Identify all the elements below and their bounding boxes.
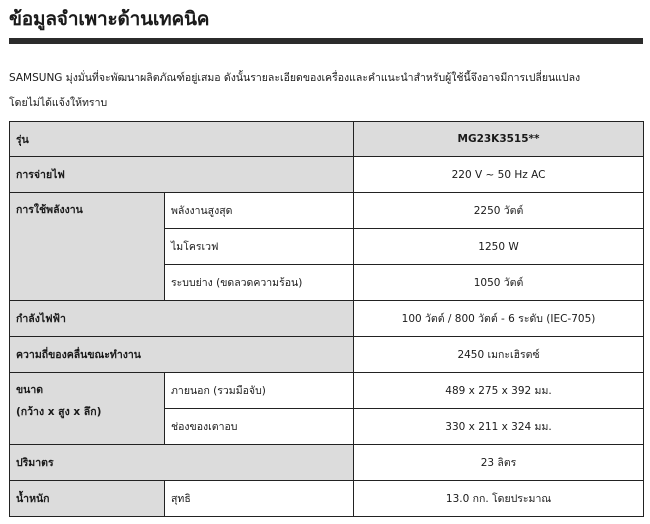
outside-label: ภายนอก (รวมมือจับ) [165,373,354,409]
intro-line-2: โดยไม่ได้แจ้งให้ทราบ [9,97,108,109]
frequency-value: 2450 เมกะเฮิรตซ์ [354,337,644,373]
net-value: 13.0 กก. โดยประมาณ [354,481,644,517]
grill-label: ระบบย่าง (ขดลวดความร้อน) [165,265,354,301]
microwave-label: ไมโครเวฟ [165,229,354,265]
volume-value: 23 ลิตร [354,445,644,481]
power-supply-value: 220 V ~ 50 Hz AC [354,157,644,193]
row-outside-dimensions [10,373,644,409]
frequency-label: ความถี่ของคลื่นขณะทำงาน [10,337,354,373]
row-model [10,122,644,157]
weight-label: น้ำหนัก [10,481,165,517]
spec-table [9,121,644,517]
row-frequency [10,337,644,373]
dimensions-label [10,373,165,445]
volume-label: ปริมาตร [10,445,354,481]
max-power-label: พลังงานสูงสุด [165,193,354,229]
power-supply-label: การจ่ายไฟ [10,157,354,193]
microwave-value: 1250 W [354,229,644,265]
net-label: สุทธิ [165,481,354,517]
row-weight [10,481,644,517]
row-volume [10,445,644,481]
max-power-value: 2250 วัตต์ [354,193,644,229]
page-title: ข้อมูลจำเพาะด้านเทคนิค [9,8,210,30]
row-max-power [10,193,644,229]
grill-value: 1050 วัตต์ [354,265,644,301]
intro-text [9,66,643,116]
output-value: 100 วัตต์ / 800 วัตต์ - 6 ระดับ (IEC-705) [354,301,644,337]
consumption-label: การใช้พลังงาน [10,193,165,301]
output-label: กำลังไฟฟ้า [10,301,354,337]
outside-value: 489 x 275 x 392 มม. [354,373,644,409]
intro-line-1: SAMSUNG มุ่งมั่นที่จะพัฒนาผลิตภัณฑ์อยู่เสมอ ดังนั้นรายละเอียดของเครื่องและคำแนะนำสำหรับผู้ใช้นี้จึงอาจมีการเปลี่ยนแปลง [9,72,581,84]
model-value: MG23K3515** [354,122,644,157]
dimensions-label-line-1: ขนาด [16,384,44,396]
title-underline [9,38,643,44]
dimensions-label-line-2: (กว้าง x สูง x ลึก) [16,406,102,418]
cavity-value: 330 x 211 x 324 มม. [354,409,644,445]
cavity-label: ช่องของเตาอบ [165,409,354,445]
model-label: รุ่น [10,122,354,157]
row-power-supply [10,157,644,193]
row-output [10,301,644,337]
